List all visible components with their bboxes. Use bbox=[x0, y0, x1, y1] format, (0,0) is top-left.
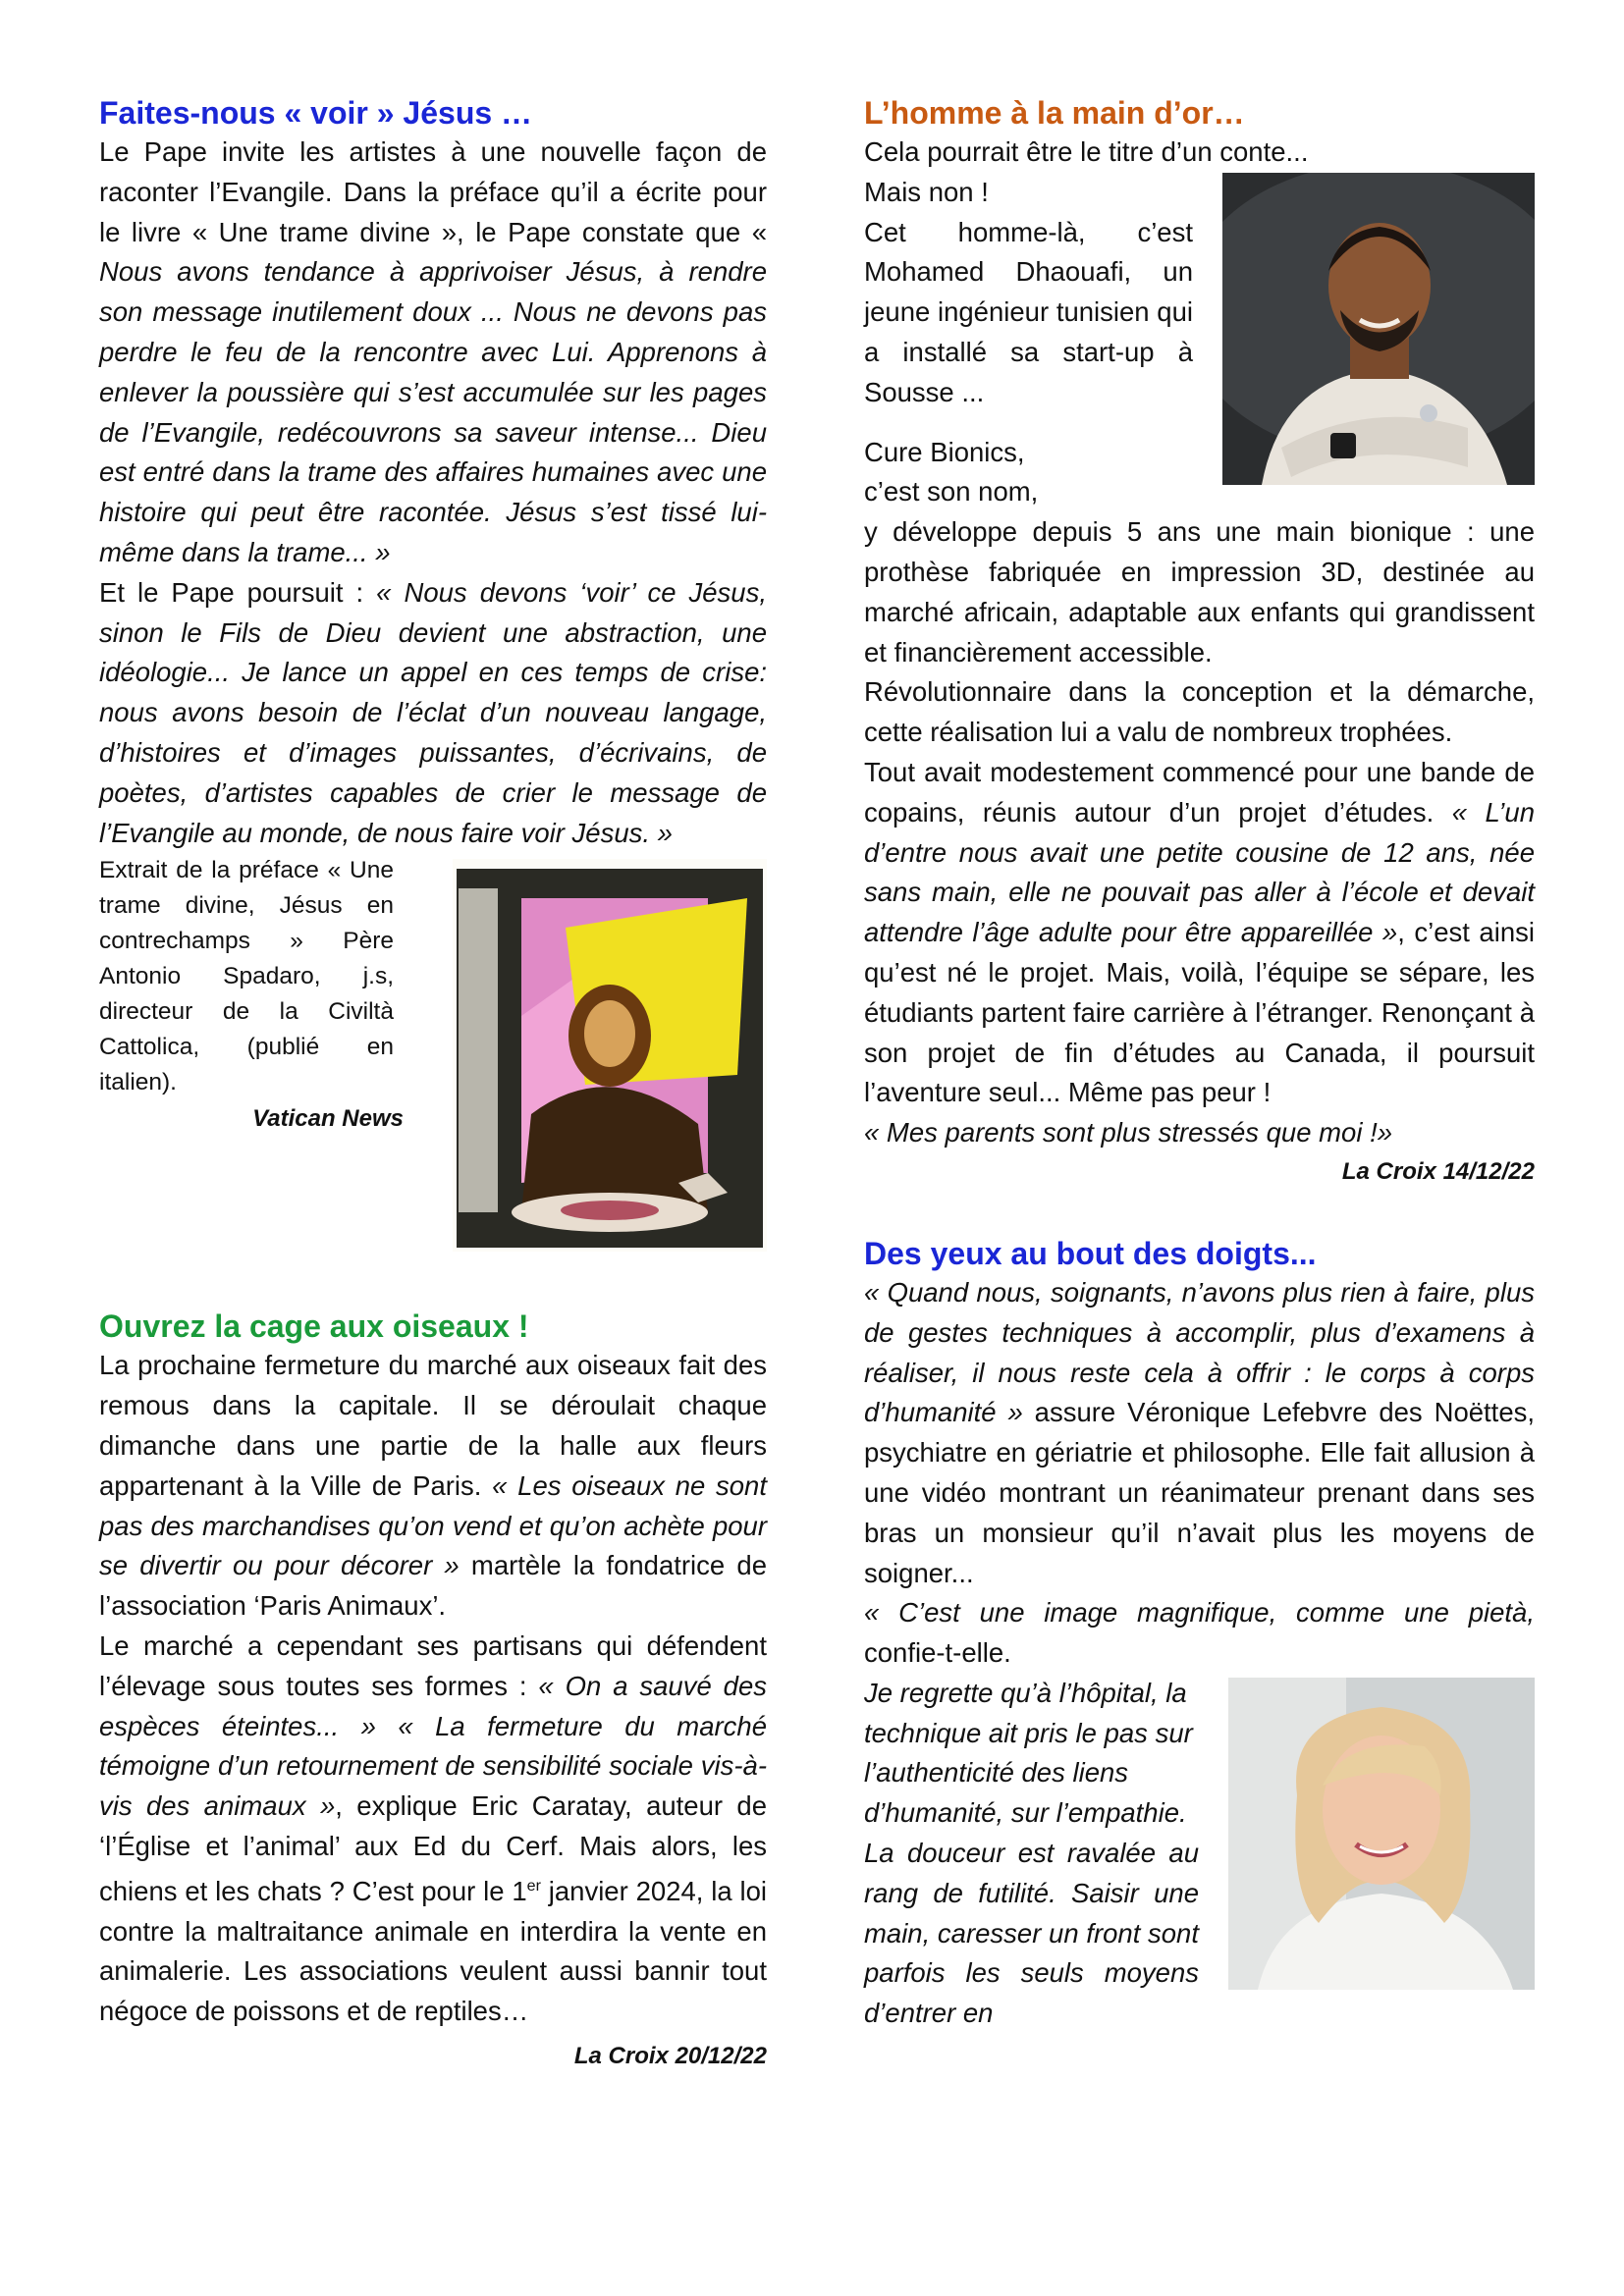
right-column bbox=[864, 93, 1535, 2034]
paragraph-text: Le marché a cependant ses partisans qui défendent l’élevage sous toutes ses formes : bbox=[99, 1629, 767, 1701]
quote-paragraph: Je regrette qu’à l’hôpital, la technique ait pris le pas sur l’authenticité des liens d’humanité, sur l’empathie. bbox=[864, 1677, 1193, 1829]
quote-text: Nous avons tendance à apprivoiser Jésus, à rendre son message inutilement doux ... Nous ne devons pas perdre le feu de la rencontre avec Lui. Apprenons à enlever la poussière qui s’est accumulée sur les pages de l’Evangile, redécouvrons sa saveur intense... Dieu est entré dans la trame des affaires humaines avec une histoire qui peut être racontée. Jésus s’est tissé lui-même dans la trame... » bbox=[99, 256, 767, 567]
article-title-eyes: Des yeux au bout des doigts... bbox=[864, 1235, 1317, 1271]
psychiatrist-portrait-photo bbox=[1228, 1678, 1535, 1990]
paragraph-text: Et le Pape poursuit : bbox=[99, 576, 377, 608]
article-title-birds: Ouvrez la cage aux oiseaux ! bbox=[99, 1308, 529, 1345]
quote-text: « On a sauvé des espèces éteintes... » « La fermeture du marché témoigne d’un retournement de sensibilité sociale vis-à-vis des animaux » bbox=[99, 1670, 768, 1822]
left-column bbox=[99, 93, 767, 2075]
quote-text: « C’est une image magnifique, comme une pietà, bbox=[864, 1597, 1535, 1629]
paragraph-text: janvier 2024, la loi contre la maltraitance animale en interdira la vente en animalerie. Les associations veulent aussi bannir tout négoce de poissons et de reptiles… bbox=[99, 1875, 767, 2027]
article-title-golden-hand: L’homme à la main d’or… bbox=[864, 95, 1245, 131]
quote-text: « Nous devons ‘voir’ ce Jésus, sinon le Fils de Dieu devient une abstraction, une idéologie... Je lance un appel en ces temps de crise: nous avons besoin de l’éclat d’un nouveau langage, d’histoires et d’images puissantes, d’écrivains, de poètes, d’artistes capables de crier le message de l’Evangile au monde, de nous faire voir Jésus. » bbox=[99, 576, 767, 848]
quote-text: « Les oiseaux ne sont pas des marchandises qu’on vend et qu’on achète pour se divertir ou pour décorer » bbox=[99, 1469, 767, 1581]
source-la-croix: La Croix 14/12/22 bbox=[1341, 1157, 1535, 1185]
article-title-jesus: Faites-nous « voir » Jésus … bbox=[99, 95, 533, 131]
source-la-croix: La Croix 20/12/22 bbox=[573, 2043, 767, 2070]
photo-block bbox=[864, 1674, 1535, 2034]
paragraph-text: , c’est ainsi qu’est né le projet. Mais, voilà, l’équipe se sépare, les étudiants partent faire carrière à l’étranger. Renonçant à son projet de fin d’études au Canada, il poursuit l’aventure seul... Même pas peur ! bbox=[864, 917, 1535, 1108]
photo-block bbox=[864, 173, 1535, 512]
article-paragraph: y développe depuis 5 ans une main bionique : une prothèse fabriquée en impression 3D, destinée au marché africain, adaptable aux enfants qui grandissent et financièrement accessible. bbox=[864, 516, 1535, 667]
quote-text: « L’un d’entre nous avait une petite cousine de 12 ans, née sans main, elle ne pouvait pas aller à l’école et devait attendre l’âge adulte pour être appareillée » bbox=[864, 796, 1535, 948]
article-paragraph bbox=[99, 1627, 767, 2032]
article-paragraph: Révolutionnaire dans la conception et la démarche, cette réalisation lui a valu de nombreux trophées. bbox=[864, 676, 1535, 748]
quote-text: « Quand nous, soignants, n’avons plus rien à faire, plus de gestes techniques à accomplir, plus d’examens à réaliser, il nous reste cela à offrir : le corps à corps d’humanité » bbox=[864, 1276, 1535, 1428]
paragraph-text: assure Véronique Lefebvre des Noëttes, psychiatre en gériatrie et philosophe. Elle fait allusion à une vidéo montrant un réanimateur prenant dans ses bras un monsieur qu’il n’avait plus les moyens de soigner... bbox=[864, 1397, 1536, 1588]
source-vatican-news: Vatican News bbox=[252, 1105, 404, 1133]
paragraph-text: Le Pape invite les artistes à une nouvelle façon de raconter l’Evangile. Dans la préface qu’il a écrite pour le livre « Une trame divine », le Pape constate que « bbox=[99, 136, 767, 247]
article-paragraph bbox=[99, 573, 767, 854]
quote-line: « Mes parents sont plus stressés que moi !» bbox=[864, 1117, 1393, 1148]
intro-line: c’est son nom, bbox=[864, 476, 1039, 507]
paragraph-text: confie-t-elle. bbox=[864, 1637, 1011, 1669]
article-paragraph bbox=[864, 1273, 1535, 1593]
paragraph-text: martèle la fondatrice de l’association ‘Paris Animaux’. bbox=[99, 1550, 767, 1622]
intro-line: Cela pourrait être le titre d’un conte... bbox=[864, 136, 1309, 167]
company-name-line: Cure Bionics, bbox=[864, 436, 1025, 467]
caption-text: Extrait de la préface « Une trame divine, Jésus en contrechamps » Père Antonio Spadaro, j.s, directeur de la Civiltà Cattolica, (publié en italien). bbox=[99, 857, 394, 1096]
intro-paragraph: Cet homme-là, c’est Mohamed Dhaouafi, un jeune ingénieur tunisien qui a installé sa start-up à Sousse ... bbox=[864, 216, 1193, 407]
intro-line: Mais non ! bbox=[864, 176, 989, 207]
article-paragraph bbox=[864, 1593, 1535, 1674]
paragraph-text: , explique Eric Caratay, auteur de ‘l’Église et l’animal’ aux Ed du Cerf. Mais alors, les chiens et les chats ? C’est pour le 1 bbox=[99, 1790, 767, 1906]
article-paragraph bbox=[99, 1346, 767, 1627]
jesus-artwork-image bbox=[453, 859, 767, 1252]
superscript: er bbox=[526, 1877, 541, 1895]
paragraph-text: Tout avait modestement commencé pour une bande de copains, réunis autour d’un projet d’études. bbox=[864, 756, 1535, 828]
article-paragraph bbox=[864, 753, 1535, 1113]
article-paragraph bbox=[99, 133, 767, 573]
paragraph-text: La prochaine fermeture du marché aux oiseaux fait des remous dans la capitale. Il se déroulait chaque dimanche dans une partie de la halle aux fleurs appartenant à la Ville de Paris. bbox=[99, 1350, 767, 1501]
quote-paragraph: La douceur est ravalée au rang de futilité. Saisir une main, caresser un front sont parfois les seuls moyens d’entrer en bbox=[864, 1838, 1199, 2029]
engineer-portrait-photo bbox=[1222, 173, 1535, 485]
